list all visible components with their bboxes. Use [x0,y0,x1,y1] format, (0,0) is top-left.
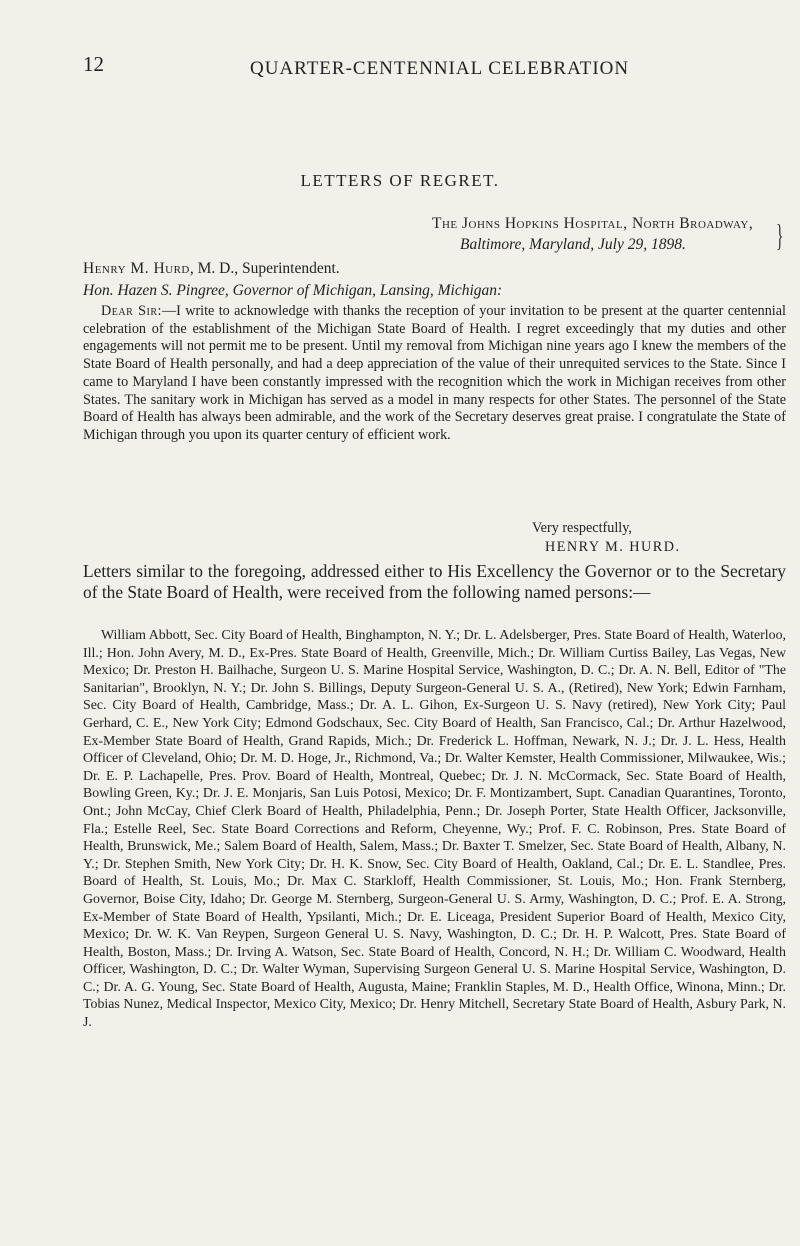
letters-intro-paragraph: Letters similar to the foregoing, addressed either to His Excellency the Governor or to the Secretary of the State Board of Health, were received from the following named persons:— [83,561,786,603]
letter-sender-name: Henry M. Hurd [83,260,190,277]
address-brace: } [775,217,784,253]
letter-sender-title: , M. D., Superintendent. [189,260,340,277]
page-number: 12 [83,52,104,76]
letter-address-line1: The Johns Hopkins Hospital, North Broadway, [432,215,754,232]
letter-from-line [83,260,340,278]
letter-signature: HENRY M. HURD. [545,539,681,555]
letter-body-text: —I write to acknowledge with thanks the reception of your invitation to be present at the quarter centennial celebration of the establishment of the Michigan State Board of Health. I regret exceedingly that my duties and other engagements will not permit me to be present. Until my removal from Michigan nine years ago I knew the members of the State Board of Health personally, and had a deep appreciation of the value of their unrequited services to the State. Since I came to Maryland I have been constantly impressed with the recognition which the work in Michigan receives from other States. The sanitary work in Michigan has served as a model in many respects for other States. The personnel of the State Board of Health has always been admirable, and the work of the Secretary deserves great praise. I congratulate the State of Michigan through you upon its quarter century of efficient work. [83,303,786,443]
letter-address-line2: Baltimore, Maryland, July 29, 1898. [460,236,686,253]
letter-recipient: Hon. Hazen S. Pingree, Governor of Michigan, Lansing, Michigan: [83,282,503,299]
running-head: QUARTER-CENTENNIAL CELEBRATION [250,58,630,79]
correspondents-list: William Abbott, Sec. City Board of Health, Binghampton, N. Y.; Dr. L. Adelsberger, Pres. State Board of Health, Waterloo, Ill.; Hon. John Avery, M. D., Ex-Pres. State Board of Health, Greenville, Mich.; Dr. William Curtiss Bailey, Las Vegas, New Mexico; Dr. Preston H. Bailhache, Surgeon U. S. Marine Hospital Service, Washington, D. C.; Dr. A. N. Bell, Editor of "The Sanitarian", Brooklyn, N. Y.; Dr. John S. Billings, Deputy Surgeon-General U. S. A., (Retired), New York; Edwin Farnham, Sec. City Board of Health, Cambridge, Mass.; Dr. A. L. Gihon, Ex-Surgeon U. S. Navy (retired), New York City; Paul Gerhard, C. E., New York City; Edmond Godschaux, Sec. City Board of Health, San Francisco, Cal.; Dr. Arthur Hazelwood, Ex-Member State Board of Health, Grand Rapids, Mich.; Dr. Frederick L. Hoffman, Newark, N. J.; Dr. J. L. Hess, Health Officer of Cleveland, Ohio; Dr. M. D. Hoge, Jr., Richmond, Va.; Dr. Walter Kemster, Health Commissioner, Milwaukee, Wis.; Dr. E. P. Lachapelle, Pres. Prov. Board of Health, Montreal, Quebec; Dr. J. N. McCormack, Sec. State Board of Health, Bowling Green, Ky.; Dr. J. E. Monjaris, San Luis Potosi, Mexico; Dr. F. Montizambert, Supt. Canadian Quarantines, Toronto, Ont.; John McCay, Chief Clerk Board of Health, Philadelphia, Penn.; Dr. Joseph Porter, State Health Officer, Jacksonville, Fla.; Estelle Reel, Sec. State Board Corrections and Reform, Cheyenne, Wy.; Prof. F. C. Robinson, Pres. State Board of Health, Brunswick, Me.; Salem Board of Health, Salem, Mass.; Dr. Baxter T. Smelzer, Sec. State Board of Health, Albany, N. Y.; Dr. Stephen Smith, New York City; Dr. H. K. Snow, Sec. City Board of Health, Oakland, Cal.; Dr. E. L. Standlee, Pres. Board of Health, St. Louis, Mo.; Dr. Max C. Starkloff, Health Commissioner, St. Louis, Mo.; Hon. Frank Sternberg, Governor, Boise City, Idaho; Dr. George M. Sternberg, Surgeon-General U. S. Army, Washington, D. C.; Prof. E. A. Strong, Ex-Member of State Board of Health, Ypsilanti, Mich.; Dr. E. Liceaga, President Superior Board of Health, Mexico City, Mexico; Dr. W. K. Van Reypen, Surgeon General U. S. Navy, Washington, D. C.; Dr. H. P. Walcott, Pres. State Board of Health, Boston, Mass.; Dr. Irving A. Watson, Sec. State Board of Health, Concord, N. H.; Dr. William C. Woodward, Health Officer, Washington, D. C.; Dr. Walter Wyman, Supervising Surgeon General U. S. Marine Hospital Service, Washington, D. C.; Dr. A. G. Young, Sec. State Board of Health, Augusta, Maine; Franklin Staples, M. D., Health Office, Winona, Minn.; Dr. Tobias Nunez, Medical Inspector, Mexico City, Mexico; Dr. Henry Mitchell, Secretary State Board of Health, Asbury Park, N. J. [83,628,786,1031]
letter-salutation: Dear Sir: [101,303,162,319]
letter-body [83,303,786,445]
section-title: LETTERS OF REGRET. [300,171,500,190]
letter-closing: Very respectfully, [532,520,632,536]
